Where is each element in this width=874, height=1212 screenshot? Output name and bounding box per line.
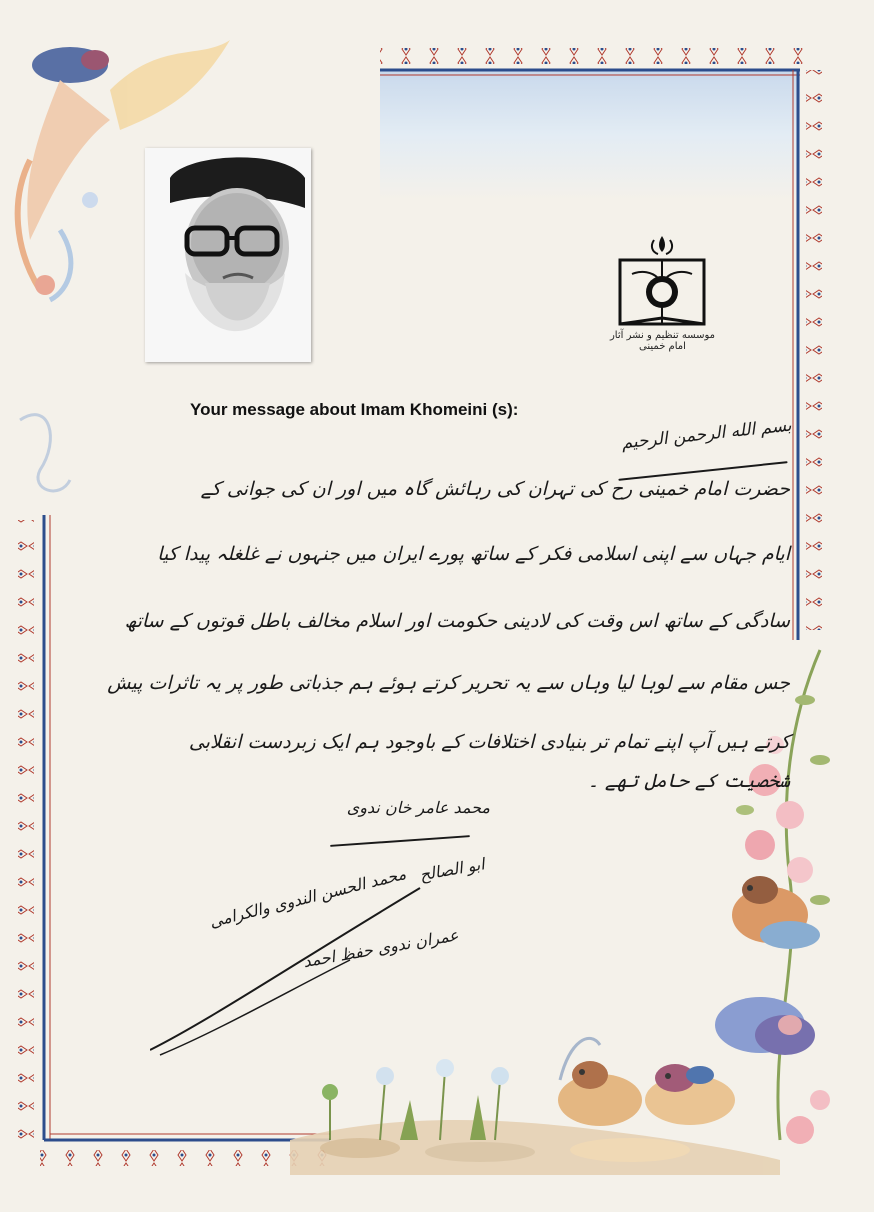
portrait-illustration (145, 148, 311, 362)
emblem-caption: موسسه تنظیم و نشر آثار امام خمینی (609, 330, 716, 352)
signature-flourish (150, 880, 430, 1060)
message-line: شخصیت کے حامل تھے ۔ (587, 770, 790, 792)
message-line: سادگی کے ساتھ اس وقت کی لادینی حکومت اور اسلام مخالف باطل قوتوں کے ساتھ (124, 610, 790, 632)
bismillah-text: بسم الله الرحمن الرحیم (620, 415, 793, 454)
signature: محمد عامر خان ندوی (346, 798, 490, 817)
portrait-photo (145, 148, 311, 362)
message-line: جس مقام سے لوہا لیا وہاں سے یہ تحریر کرتے ہوئے ہم جذباتی طور پر یہ تاثرات پیش (107, 672, 790, 694)
signature: عمران ندوی حفظ احمد (301, 925, 460, 972)
signature: ابو الصالح (418, 854, 486, 885)
message-heading: Your message about Imam Khomeini (s): (190, 400, 519, 419)
message-line: کرتے ہیں آپ اپنے تمام تر بنیادی اختلافات کے باوجود ہم ایک زبردست انقلابی (188, 731, 790, 753)
message-line: ایام جہاں سے اپنی اسلامی فکر کے ساتھ پورے ایران میں جنہوں نے غلغلہ پیدا کیا (157, 543, 790, 565)
right-floral-illustration (715, 650, 830, 1144)
signature: محمد الحسن الندوی والکرامی (207, 863, 408, 932)
message-line: حضرت امام خمینی رح کی تہران کی رہائش گاہ میں اور ان کی جوانی کے (200, 478, 790, 500)
